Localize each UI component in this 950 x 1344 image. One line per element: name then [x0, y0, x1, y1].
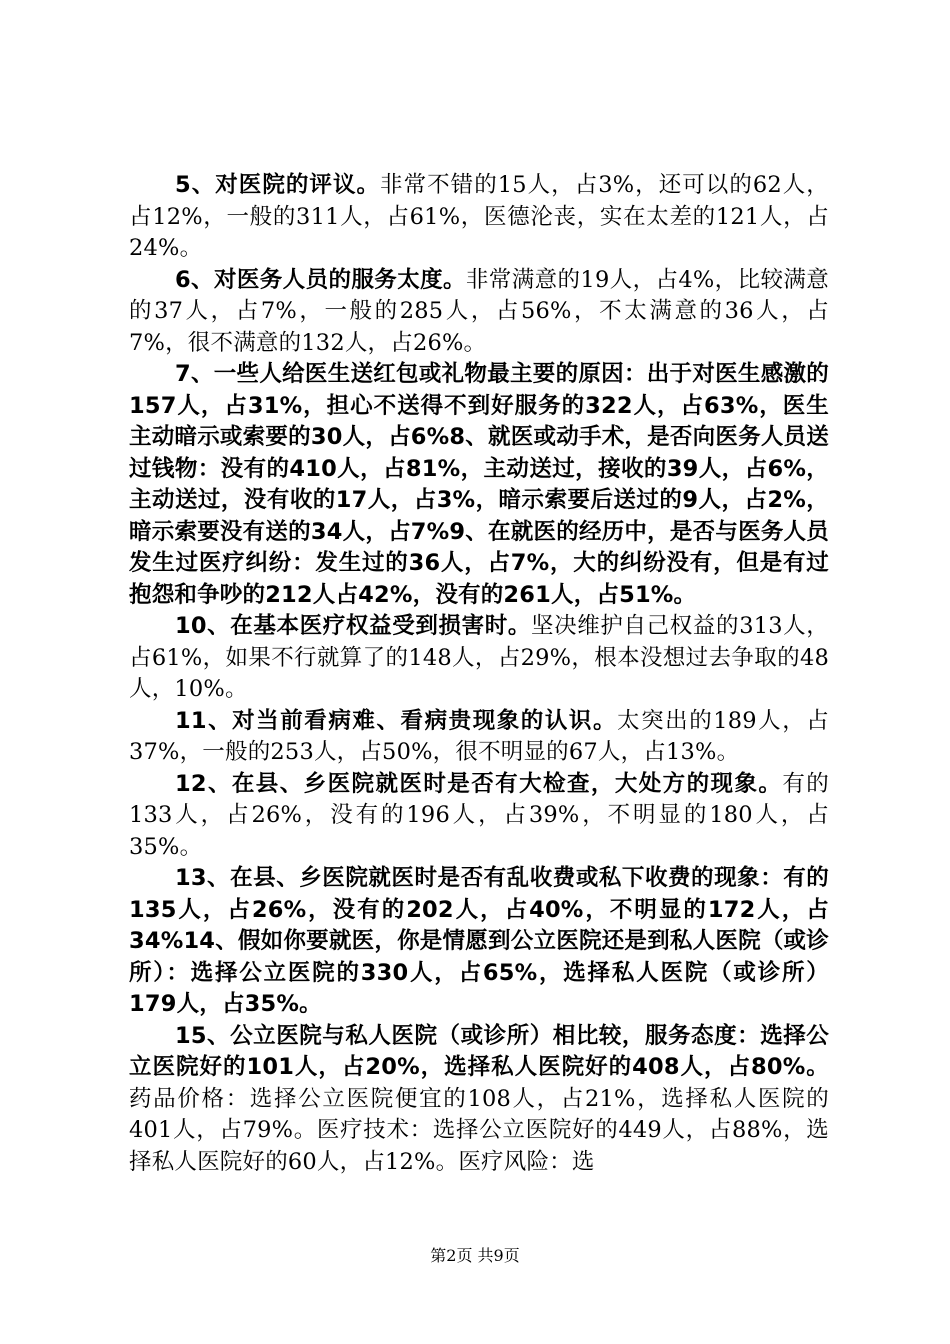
paragraph-13-14-text: 13、在县、乡医院就医时是否有乱收费或私下收费的现象：有的135人，占26%，没有的202人，占40%，不明显的172人，占34%14、假如你要就医，你是情愿到公立医院还是到私人医院（或诊所）：选择公立医院的330人，占65%，选择私人医院（或诊所）179人，占35%。 [129, 865, 829, 1017]
paragraph-5-text: 非常不错的15人，占3%，还可以的62人，占12%，一般的311人，占61%，医德沦丧，实在太差的121人，占24%。 [129, 172, 829, 261]
paragraph-12-heading: 12、在县、乡医院就医时是否有大检查，大处方的现象。 [175, 770, 783, 797]
paragraph-10-text: 坚决维护自己权益的313人，占61%，如果不行就算了的148人，占29%，根本没想过去争取的48人，10%。 [129, 613, 829, 702]
paragraph-6-text: 非常满意的19人，占4%，比较满意的37人，占7%，一般的285人，占56%，不太满意的36人，占7%，很不满意的132人，占26%。 [129, 266, 829, 356]
page-number-label: 第2页 共9页 [430, 1246, 520, 1265]
paragraph-15-text: 药品价格：选择公立医院便宜的108人，占21%，选择私人医院的401人，占79%。医疗技术：选择公立医院好的449人，占88%，选择私人医院好的60人，占12%。医疗风险：选 [129, 1085, 829, 1175]
document-body [129, 170, 829, 1178]
paragraph-11-heading: 11、对当前看病难、看病贵现象的认识。 [175, 707, 618, 734]
paragraph-12-text: 有的133人，占26%，没有的196人，占39%，不明显的180人，占35%。 [129, 770, 829, 860]
paragraph-5 [129, 170, 829, 265]
paragraph-13-14 [129, 863, 829, 1021]
paragraph-7-9-text: 7、一些人给医生送红包或礼物最主要的原因：出于对医生感激的157人，占31%，担心不送得不到好服务的322人，占63%，医生主动暗示或索要的30人，占6%8、就医或动手术，是否向医务人员送过钱物：没有的410人，占81%，主动送过，接收的39人，占6%，主动送过，没有收的17人，占3%，暗示索要后送过的9人，占2%，暗示索要没有送的34人，占7%9、在就医的经历中，是否与医务人员发生过医疗纠纷：发生过的36人，占7%，大的纠纷没有，但是有过抱怨和争吵的212人占42%，没有的261人，占51%。 [129, 361, 829, 608]
paragraph-10 [129, 611, 829, 706]
paragraph-12 [129, 769, 829, 864]
paragraph-11 [129, 706, 829, 769]
paragraph-7-9 [129, 359, 829, 611]
page-footer [0, 1243, 950, 1266]
paragraph-6-heading: 6、对医务人员的服务太度。 [175, 266, 466, 293]
paragraph-5-heading: 5、对医院的评议。 [175, 172, 381, 198]
paragraph-10-heading: 10、在基本医疗权益受到损害时。 [175, 613, 531, 639]
paragraph-15-heading: 15、公立医院与私人医院（或诊所）相比较，服务态度：选择公立医院好的101人，占20%，选择私人医院好的408人，占80%。 [129, 1022, 829, 1080]
paragraph-6 [129, 265, 829, 360]
paragraph-11-text: 太突出的189人，占37%，一般的253人，占50%，很不明显的67人，占13%。 [129, 707, 829, 765]
paragraph-15 [129, 1021, 829, 1179]
